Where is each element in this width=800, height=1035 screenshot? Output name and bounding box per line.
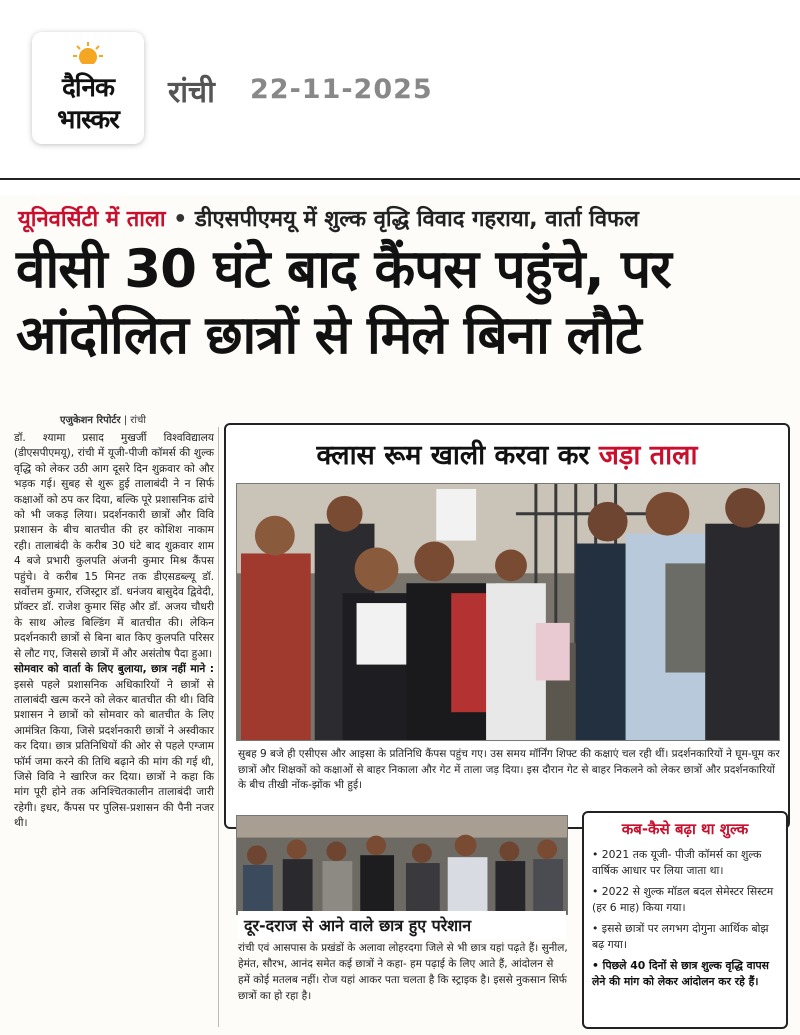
kicker bbox=[18, 203, 639, 233]
fee-history-list bbox=[592, 847, 782, 995]
byline: एजुकेशन रिपोर्टर | रांची bbox=[60, 415, 146, 426]
photo-box-title-red: जड़ा ताला bbox=[598, 440, 698, 471]
byline-city: रांची bbox=[130, 415, 146, 426]
protest-photo bbox=[236, 483, 780, 741]
list-item: • इससे छात्रों पर लगभग दोगुना आर्थिक बोझ बढ़ गया। bbox=[592, 922, 769, 951]
photo2-title: दूर-दराज से आने वाले छात्र हुए परेशान bbox=[238, 911, 566, 939]
students-photo bbox=[236, 815, 568, 915]
photo-box-title-black: क्लास रूम खाली करवा कर bbox=[316, 440, 590, 471]
body-paragraph: डॉ. श्यामा प्रसाद मुखर्जी विश्वविद्यालय (डीएसपीएमयू), रांची में यूजी-पीजी कॉमर्स की शुल्क वृद्धि को लेकर उठी आग दूसरे दिन शुक्रवार को और भड़क गई। सुबह से शुरू हुई तालाबंदी ने न सिर्फ कक्षाओं को ठप कर दिया, बल्कि पूरे प्रशासनिक ढांचे को भी जकड़ लिया। प्रदर्शनकारी छात्रों और विवि प्रशासन के बीच बातचीत की हर कोशिश नाकाम रही। तालाबंदी के करीब 30 घंटे बाद शुक्रवार शाम 4 बजे प्रभारी कुलपति अंजनी कुमार मिश्र कैंपस पहुंचे। वे करीब 15 मिनट तक डीएसडब्ल्यू डॉ. सर्वोत्तम कुमार, रजिस्ट्रार डॉ. धनंजय बासुदेव द्विवेदी, प्रॉक्टर डॉ. राजेश कुमार सिंह और डॉ. अजय चौधरी के साथ ओल्ड बिल्डिंग में बातचीत की। लेकिन प्रदर्शनकारी छात्रों से बिना बात किए कुलपति परिसर से लौट गए, जिससे छात्रों में और असंतोष पैदा हुआ। bbox=[14, 432, 214, 660]
body-paragraph: इससे पहले प्रशासनिक अधिकारियों ने छात्रों से तालाबंदी खत्म करने को लेकर बातचीत की थी। विवि प्रशासन ने छात्रों को सोमवार को बातचीत के लिए आमंत्रित किया, जिसे प्रदर्शनकारी छात्रों ने अस्वीकार कर दिया। छात्र प्रतिनिधियों की ओर से पहले एग्जाम फॉर्म जमा करने की तिथि बढ़ाने की मांग की गई थी, जिसे विवि ने खारिज कर दिया। छात्रों ने कहा कि मांग पूरी होने तक अनिश्चितकालीन तालाबंदी जारी रहेगी। इधर, कैंपस पर पुलिस-प्रशासन की पैनी नजर थी। bbox=[14, 678, 214, 830]
list-item: • 2021 तक यूजी- पीजी कॉमर्स का शुल्क वार्षिक आधार पर लिया जाता था। bbox=[592, 848, 762, 877]
sub-heading: सोमवार को वार्ता के लिए बुलाया, छात्र नहीं माने : bbox=[14, 663, 214, 676]
article-body bbox=[14, 431, 214, 832]
headline bbox=[16, 237, 791, 369]
fee-history-title: कब-कैसे बढ़ा था शुल्क bbox=[621, 820, 749, 838]
logo-line2: भास्कर bbox=[57, 105, 119, 135]
photo2-caption: रांची एवं आसपास के प्रखंडों के अलावा लोहरदगा जिले से भी छात्र यहां पढ़ते हैं। सुनील, हेमंत, सौरभ, आनंद समेत कई छात्रों ने कहा- हम पढ़ाई के लिए आते हैं, आंदोलन से हमें कोई मतलब नहीं। रोज यहां आकर पता चलता है कि स्ट्राइक है। इससे नुकसान सिर्फ छात्रों का हो रहा है। bbox=[238, 942, 568, 1002]
kicker-subhead: डीएसपीएमयू में शुल्क वृद्धि विवाद गहराया, वार्ता विफल bbox=[195, 207, 639, 232]
newspaper-clip[interactable] bbox=[0, 195, 800, 1035]
byline-reporter: एजुकेशन रिपोर्टर bbox=[60, 415, 121, 426]
sun-icon bbox=[73, 42, 103, 64]
column-divider bbox=[218, 427, 219, 1027]
photo-box bbox=[224, 423, 790, 829]
photo-box-title bbox=[226, 435, 788, 472]
kicker-red: यूनिवर्सिटी में ताला bbox=[18, 207, 166, 232]
edition-city[interactable]: रांची bbox=[168, 75, 215, 110]
dainik-bhaskar-logo[interactable] bbox=[32, 32, 144, 144]
kicker-dot: • bbox=[173, 207, 188, 232]
list-item: • पिछले 40 दिनों से छात्र शुल्क वृद्धि वापस लेने की मांग को लेकर आंदोलन कर रहे हैं। bbox=[592, 959, 769, 988]
headline-line1: वीसी 30 घंटे बाद कैंपस पहुंचे, पर bbox=[16, 239, 671, 300]
app-header bbox=[0, 0, 800, 180]
photo1-caption: सुबह 9 बजे ही एसीएस और आइसा के प्रतिनिधि कैंपस पहुंच गए। उस समय मॉर्निंग शिफ्ट की कक्षाएं चल रही थीं। प्रदर्शनकारियों ने घूम-घूम कर छात्रों और शिक्षकों को कक्षाओं से बाहर निकाला और गेट में ताला जड़ दिया। इस दौरान गेट से बाहर निकलने को लेकर छात्रों और प्रदर्शनकारियों के बीच तीखी नोंक-झोंक भी हुई। bbox=[238, 748, 780, 791]
logo-line1: दैनिक bbox=[62, 73, 114, 103]
edition-date[interactable]: 22-11-2025 bbox=[250, 74, 433, 105]
list-item: • 2022 से शुल्क मॉडल बदल सेमेस्टर सिस्टम (हर 6 माह) किया गया। bbox=[592, 885, 774, 914]
headline-line2: आंदोलित छात्रों से मिले बिना लौटे bbox=[16, 305, 641, 366]
fee-history-box bbox=[582, 811, 788, 1029]
